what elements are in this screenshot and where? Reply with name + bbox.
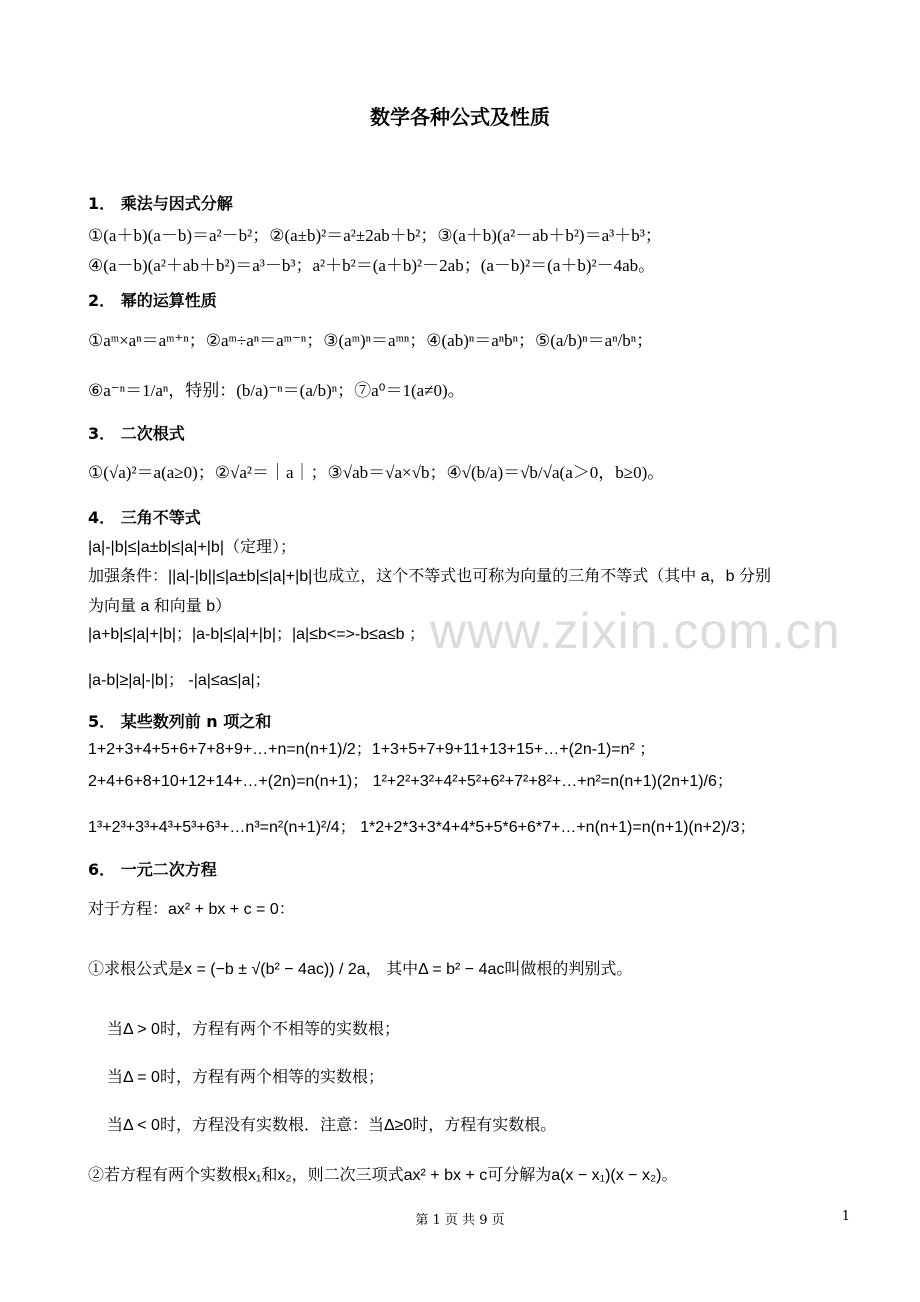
section-4-heading: 4． 三角不等式 [88, 508, 201, 527]
section-6-line-2: ①求根公式是x = (−b ± √(b² − 4ac)) / 2a， 其中Δ = b² − 4ac叫做根的判别式。 [88, 961, 633, 978]
section-2-line-1: ①aᵐ×aⁿ＝aᵐ⁺ⁿ；②aᵐ÷aⁿ＝aᵐ⁻ⁿ；③(aᵐ)ⁿ＝aᵐⁿ；④(ab)ⁿ＝aⁿbⁿ；⑤(a/b)ⁿ＝aⁿ/bⁿ； [88, 331, 654, 350]
page-footer: 第 1 页 共 9 页 [415, 1213, 505, 1228]
section-5-line-3: 1³+2³+3³+4³+5³+6³+…n³=n²(n+1)²/4； 1*2+2*3+3*4+4*5+5*6+6*7+…+n(n+1)=n(n+1)(n+2)/3； [88, 819, 756, 836]
section-5-line-1: 1+2+3+4+5+6+7+8+9+…+n=n(n+1)/2；1+3+5+7+9+11+13+15+…+(2n-1)=n² ； [88, 741, 656, 758]
section-6-line-4: 当Δ = 0时，方程有两个相等的实数根； [107, 1069, 384, 1086]
section-4-line-2: 加强条件：||a|-|b||≤|a±b|≤|a|+|b|也成立，这个不等式也可称为向量的三角不等式（其中 a，b 分别 [88, 568, 771, 585]
section-2-line-2: ⑥a⁻ⁿ＝1/aⁿ，特别：(b/a)⁻ⁿ＝(a/b)ⁿ；⑦a⁰＝1(a≠0)。 [88, 381, 465, 400]
section-4-line-1: |a|-|b|≤|a±b|≤|a|+|b|（定理）； [88, 539, 296, 556]
section-6-heading: 6． 一元二次方程 [88, 860, 217, 879]
section-6-line-6: ②若方程有两个实数根x₁和x₂，则二次三项式ax² + bx + c可分解为a(x − x₁)(x − x₂)。 [88, 1167, 678, 1184]
section-1-line-2: ④(a－b)(a²＋ab＋b²)＝a³－b³；a²＋b²＝(a＋b)²－2ab；(a－b)²＝(a＋b)²－4ab。 [88, 256, 656, 275]
section-4-line-3: 为向量 a 和向量 b） [88, 598, 232, 615]
section-2-heading: 2． 幂的运算性质 [88, 291, 217, 310]
section-4-line-4: |a+b|≤|a|+|b|；|a-b|≤|a|+|b|；|a|≤b<=>-b≤a≤b ； [88, 626, 425, 643]
watermark: www.zixin.com.cn [430, 603, 841, 659]
section-5-heading: 5． 某些数列前 n 项之和 [88, 712, 272, 731]
section-3-heading: 3． 二次根式 [88, 424, 185, 443]
section-1-heading: 1． 乘法与因式分解 [88, 194, 233, 213]
page-title: 数学各种公式及性质 [370, 105, 550, 129]
section-6-line-3: 当Δ > 0时，方程有两个不相等的实数根； [107, 1021, 400, 1038]
page-number: 1 [841, 1209, 850, 1224]
section-3-line-1: ①(√a)²＝a(a≥0)；②√a²＝｜a｜；③√ab＝√a×√b；④√(b/a)＝√b/√a(a＞0，b≥0)。 [88, 463, 665, 482]
section-6-line-1: 对于方程：ax² + bx + c = 0： [88, 901, 295, 918]
section-5-line-2: 2+4+6+8+10+12+14+…+(2n)=n(n+1)； 1²+2²+3²+4²+5²+6²+7²+8²+…+n²=n(n+1)(2n+1)/6； [88, 773, 733, 790]
section-1-line-1: ①(a＋b)(a－b)＝a²－b²；②(a±b)²＝a²±2ab＋b²；③(a＋b)(a²－ab＋b²)＝a³＋b³； [88, 226, 662, 245]
section-6-line-5: 当Δ < 0时，方程没有实数根．注意：当Δ≥0时，方程有实数根。 [107, 1117, 557, 1134]
section-4-line-5: |a-b|≥|a|-|b|； -|a|≤a≤|a|； [88, 672, 271, 689]
